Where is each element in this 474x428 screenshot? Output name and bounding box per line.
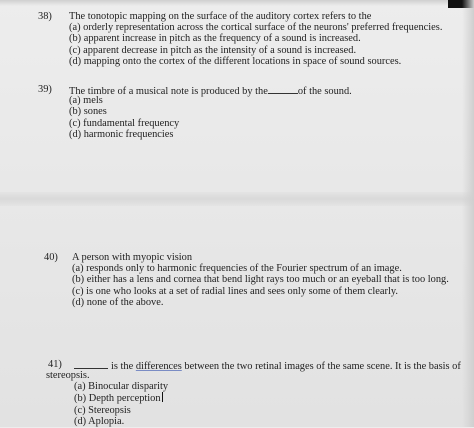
- option-list: [72, 263, 449, 309]
- option-b[interactable]: (b) apparent increase in pitch as the frequency of a sound is increased.: [69, 33, 361, 45]
- option-b[interactable]: (b) either has a lens and cornea that bend light rays too much or an eyeball that is too long.: [72, 274, 449, 286]
- stem-before-blank: The timbre of a musical note is produced by the: [69, 86, 268, 97]
- stem-after-blank: of the sound.: [297, 86, 352, 97]
- option-a[interactable]: (a) orderly representation across the cortical surface of the neurons' preferred frequencies.: [69, 22, 443, 33]
- option-b[interactable]: [74, 392, 168, 404]
- answer-blank[interactable]: [268, 84, 298, 94]
- question-number: 38): [38, 11, 52, 22]
- page-separator: [0, 192, 474, 206]
- underlined-word: differences: [135, 361, 182, 372]
- option-c[interactable]: (c) apparent decrease in pitch as the intensity of a sound is increased.: [69, 44, 357, 56]
- option-c[interactable]: (c) Stereopsis: [74, 404, 131, 416]
- stem-continuation: stereopsis.: [46, 370, 90, 381]
- option-a[interactable]: (a) mels: [69, 95, 103, 106]
- stem-before: is the: [111, 361, 136, 372]
- option-a[interactable]: (a) Binocular disparity: [74, 381, 169, 392]
- question-stem: [74, 359, 461, 372]
- question-number: 39): [38, 84, 52, 95]
- option-b-text: (b) Depth perception: [74, 393, 161, 405]
- option-c[interactable]: (c) fundamental frequency: [69, 117, 180, 129]
- question-stem: The tonotopic mapping on the surface of the auditory cortex refers to the: [69, 11, 372, 22]
- stem-after: between the two retinal images of the same scene. It is the basis of: [181, 361, 461, 372]
- option-d[interactable]: (d) harmonic frequencies: [69, 129, 174, 141]
- option-d[interactable]: (d) Aplopia.: [74, 416, 125, 428]
- answer-blank[interactable]: [74, 359, 108, 369]
- option-b[interactable]: (b) sones: [69, 106, 107, 118]
- option-d[interactable]: (d) mapping onto the cortex of the different locations in space of sound sources.: [69, 56, 402, 68]
- page-edge-shadow: [462, 0, 474, 427]
- option-a[interactable]: (a) responds only to harmonic frequencies of the Fourier spectrum of an image.: [72, 263, 402, 274]
- option-d[interactable]: (d) none of the above.: [72, 297, 164, 309]
- question-stem: A person with myopic vision: [72, 252, 193, 263]
- option-list: [74, 381, 168, 428]
- question-number: 40): [44, 252, 58, 263]
- option-list: [69, 95, 179, 141]
- option-c[interactable]: (c) is one who looks at a set of radial lines and sees only some of them clearly.: [72, 285, 398, 297]
- text-cursor: [162, 392, 163, 402]
- question-number: 41): [48, 359, 62, 370]
- option-list: [69, 22, 442, 68]
- top-shadow: [0, 0, 474, 6]
